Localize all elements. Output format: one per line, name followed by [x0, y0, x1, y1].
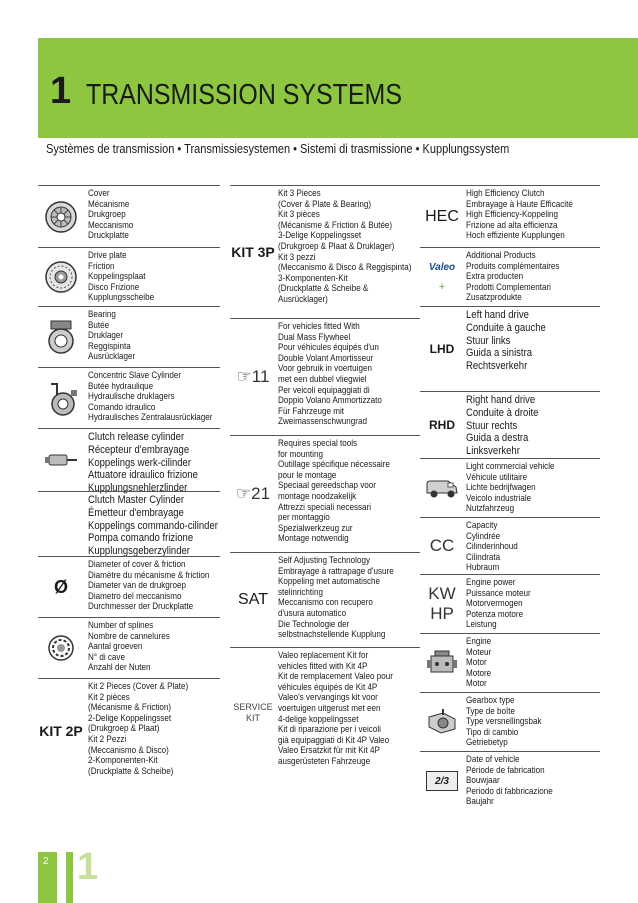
entry-text-line: Hydraulische druklagers: [88, 391, 175, 402]
entry-text-line: Drive plate: [88, 250, 127, 260]
entry-text-line: Motor: [466, 678, 487, 689]
entry-text-line: Drukgroep: [88, 209, 126, 220]
entry-text-line: Émetteur d'embrayage: [88, 506, 184, 519]
legend-entry-engine-power: [420, 574, 600, 632]
entry-text-line: Valeo's vervangings kit voor: [278, 692, 378, 703]
legend-entry-rhd: [420, 391, 600, 457]
entry-text-line: Koppelingsplaat: [88, 271, 146, 282]
entry-text-line: Diameter van de drukgroep: [88, 580, 186, 591]
entry-text-line: Capacity: [466, 520, 498, 530]
clutch-release-cylinder-icon: [38, 429, 84, 491]
lhd-code: LHD: [429, 342, 455, 356]
entry-text-line: Embrayage à Haute Efficacité: [466, 198, 573, 209]
entry-text-line: Zusatzprodukte: [466, 292, 522, 303]
entry-text-line: Potenza motore: [466, 608, 524, 619]
entry-text-line: Die Technologie der: [278, 618, 350, 629]
entry-text-line: Comando idraulico: [88, 401, 156, 412]
entry-text-line: Durchmesser der Druckplatte: [88, 601, 194, 612]
entry-text-line: Kit 3 pièces: [278, 209, 320, 220]
entry-text-line: Additional Products: [466, 250, 536, 260]
entry-text-line: 2-Komponenten-Kit: [88, 755, 158, 766]
entry-text-line: Friction: [88, 260, 115, 271]
legend-entry-diameter: [38, 556, 220, 616]
entry-text-line: Dual Mass Flywheel: [278, 331, 351, 342]
entry-text-line: Motorvermogen: [466, 598, 523, 609]
entry-text-line: Leistung: [466, 619, 497, 630]
footer-bar-accent: [66, 852, 73, 903]
entry-text-line: Conduite à gauche: [466, 321, 546, 334]
hec-code: HEC: [425, 207, 459, 225]
note-11-code: ☞11: [236, 367, 270, 386]
entry-text-line: Stuur rechts: [466, 419, 518, 432]
plus-icon: +: [438, 280, 446, 293]
entry-text-line: Baujahr: [466, 796, 494, 807]
kw-hp-code: KW HP: [428, 584, 456, 623]
entry-text-line: (Cover & Plate & Bearing): [278, 198, 372, 209]
entry-text-line: Hydraulisches Zentralausrücklager: [88, 412, 213, 423]
entry-text-line: Speciaal gereedschap voor: [278, 480, 376, 491]
entry-text-line: Koppeling met automatische: [278, 576, 381, 587]
entry-text-line: Valeo Ersatzkit für mit Kit 4P: [278, 745, 380, 756]
kit-2p-code: KIT 2P: [39, 723, 83, 739]
legend-entry-sat: [230, 552, 420, 646]
cover-icon: [38, 186, 84, 247]
cc-code: CC: [429, 536, 455, 555]
entry-text-line: Per veicoli equipaggiati di: [278, 384, 370, 395]
legend-entry-special-tools: [230, 435, 420, 551]
entry-text-line: Kupplungsgeberzylinder: [88, 545, 190, 558]
splines-icon: [38, 618, 84, 678]
entry-text-line: 4-delige koppelingsset: [278, 713, 359, 724]
entry-text-line: Cover: [88, 188, 110, 198]
entry-text-line: Type de boîte: [466, 705, 516, 716]
entry-text-line: Veicolo industriale: [466, 492, 532, 503]
entry-text-line: pour le montage: [278, 469, 337, 480]
entry-text-line: Koppelings commando-cilinder: [88, 519, 218, 532]
entry-text-line: Periodo di fabbricazione: [466, 785, 553, 796]
entry-text-line: Spezialwerkzeug zur: [278, 522, 353, 533]
light-commercial-vehicle-icon: [420, 459, 464, 517]
entry-text-line: Embrayage à rattrapage d'usure: [278, 565, 394, 576]
entry-text-line: Disco Frizione: [88, 281, 140, 292]
legend-entry-clutch-release-cylinder: [38, 428, 220, 495]
entry-text-line: Ausrücklager): [278, 293, 328, 304]
entry-text-line: Requires special tools: [278, 438, 358, 448]
entry-text-line: Kit di riparazione per i veicoli: [278, 724, 381, 735]
entry-text-line: già equipaggiati di Kit 4P Valeo: [278, 734, 390, 745]
entry-text-line: Aantal groeven: [88, 641, 143, 652]
entry-text-line: Druckplatte: [88, 230, 129, 241]
entry-text-line: Butée hydraulique: [88, 380, 154, 391]
entry-text-line: Anzahl der Nuten: [88, 662, 151, 673]
sat-code: SAT: [238, 591, 268, 608]
valeo-logo: Valeo: [428, 261, 456, 273]
entry-text-line: Hoch effiziente Kupplungen: [466, 230, 565, 241]
legend-entry-additional-products: [420, 247, 600, 305]
entry-text-line: Récepteur d'embrayage: [88, 443, 190, 456]
footer-chapter-number: 1: [77, 846, 99, 888]
entry-text-line: For vehicles fitted With: [278, 321, 360, 331]
entry-text-line: vehicles fitted with Kit 4P: [278, 660, 368, 671]
entry-text-line: Date of vehicle: [466, 754, 520, 764]
entry-text-line: Bearing: [88, 309, 116, 319]
entry-text-line: Clutch Master Cylinder: [88, 494, 185, 506]
entry-text-line: Reggispinta: [88, 340, 131, 351]
entry-text-line: Diameter of cover & friction: [88, 559, 186, 569]
entry-text-line: Kupplungsscheibe: [88, 292, 155, 303]
entry-text-line: Nutzfahrzeug: [466, 503, 515, 514]
page-subtitle: Systèmes de transmission • Transmissiesystemen • Sistemi di trasmissione • Kupplungssystem: [46, 142, 510, 156]
entry-text-line: Kit 3 Pieces: [278, 188, 321, 198]
legend-entry-capacity: [420, 517, 600, 573]
entry-text-line: Valeo replacement Kit for: [278, 650, 369, 660]
entry-text-line: Prodotti Complementari: [466, 281, 551, 292]
legend-entry-lhd: [420, 306, 600, 390]
entry-text-line: Produits complémentaires: [466, 260, 560, 271]
engine-icon: [420, 634, 464, 692]
legend-entry-clutch-master-cylinder: [38, 491, 220, 558]
entry-text-line: Guida a sinistra: [466, 347, 533, 360]
entry-text-line: Cylindrée: [466, 530, 501, 541]
entry-text-line: Cilindrata: [466, 551, 501, 562]
entry-text-line: Linksverkehr: [466, 445, 520, 458]
entry-text-line: Guida a destra: [466, 432, 529, 445]
entry-text-line: (Meccanismo & Disco): [88, 744, 169, 755]
entry-text-line: Voor gebruik in voertuigen: [278, 363, 372, 374]
legend-entry-drive-plate: [38, 247, 220, 305]
entry-text-line: per montaggio: [278, 512, 330, 523]
entry-text-line: Extra producten: [466, 271, 524, 282]
diameter-symbol: Ø: [53, 576, 68, 597]
entry-text-line: Concentric Slave Cylinder: [88, 370, 182, 380]
entry-text-line: Doppio Volano Ammortizzato: [278, 395, 382, 406]
entry-text-line: Druklager: [88, 330, 124, 341]
legend-entry-engine: [420, 633, 600, 691]
valeo-plus-logo: [420, 248, 464, 306]
entry-text-line: Kit 2 Pieces (Cover & Plate): [88, 681, 189, 691]
concentric-slave-cylinder-icon: [38, 368, 84, 428]
entry-text-line: (Druckplatte & Scheibe &: [278, 283, 369, 294]
entry-text-line: Attrezzi speciali necessari: [278, 501, 372, 512]
entry-text-line: Bouwjaar: [466, 775, 500, 786]
entry-text-line: ausgerüsteten Fahrzeuge: [278, 755, 371, 766]
entry-text-line: Meccanismo: [88, 219, 134, 230]
note-21-code: ☞21: [235, 484, 271, 503]
entry-text-line: High Efficiency-Koppeling: [466, 209, 558, 220]
entry-text-line: Motore: [466, 667, 492, 678]
entry-text-line: Moteur: [466, 646, 492, 657]
entry-text-line: Diamètre du mécanisme & friction: [88, 569, 210, 580]
entry-text-line: Outillage spécifique nécessaire: [278, 459, 390, 470]
legend-entry-gearbox: [420, 692, 600, 750]
entry-text-line: voertuigen uitgerust met een: [278, 702, 381, 713]
legend-entry-concentric-slave-cylinder: [38, 367, 220, 427]
entry-text-line: Kit de remplacement Valeo pour: [278, 671, 393, 682]
calendar-icon-text: 2/3: [435, 775, 449, 787]
entry-text-line: N° di cave: [88, 651, 125, 662]
entry-text-line: Getriebetyp: [466, 737, 508, 748]
entry-text-line: Hubraum: [466, 562, 500, 573]
entry-text-line: Motor: [466, 657, 487, 668]
entry-text-line: Nombre de cannelures: [88, 630, 170, 641]
entry-text-line: Attuatore idraulico frizione: [88, 469, 198, 482]
calendar-icon: [420, 752, 464, 810]
legend-entry-kit-3p: [230, 185, 420, 317]
entry-text-line: Engine power: [466, 577, 516, 587]
entry-text-line: 3-Delige Koppelingsset: [278, 230, 362, 241]
entry-text-line: montage noodzakelijk: [278, 490, 357, 501]
entry-text-line: véhicules équipés de Kit 4P: [278, 681, 378, 692]
entry-text-line: (Meccanismo & Disco & Reggispinta): [278, 262, 412, 273]
entry-text-line: Véhicule utilitaire: [466, 471, 528, 482]
entry-text-line: Conduite à droite: [466, 406, 539, 419]
entry-text-line: (Drukgroep & Plaat): [88, 723, 160, 734]
entry-text-line: Self Adjusting Technology: [278, 555, 371, 565]
gearbox-icon: [420, 693, 464, 751]
entry-text-line: met een dubbel vliegwiel: [278, 373, 367, 384]
bearing-icon: [38, 307, 84, 367]
legend-entry-light-commercial-vehicle: [420, 458, 600, 516]
legend-entry-dual-mass-flywheel: [230, 318, 420, 434]
entry-text-line: stelinrichting: [278, 586, 323, 597]
legend-entry-bearing: [38, 306, 220, 366]
entry-text-line: Lichte bedrijfwagen: [466, 482, 536, 493]
entry-text-line: Meccanismo con recupero: [278, 597, 373, 608]
entry-text-line: Ausrücklager: [88, 351, 136, 362]
entry-text-line: Kupplungsnehlerzlinder: [88, 482, 188, 495]
legend-entry-kit-2p: [38, 678, 220, 782]
entry-text-line: Engine: [466, 636, 492, 646]
entry-text-line: Pompa comando frizione: [88, 532, 194, 545]
entry-text-line: Kit 2 pièces: [88, 691, 130, 702]
entry-text-line: Left hand drive: [466, 309, 529, 321]
legend-entry-splines: [38, 617, 220, 677]
entry-text-line: Kit 2 Pezzi: [88, 733, 127, 744]
entry-text-line: Puissance moteur: [466, 587, 531, 598]
entry-text-line: d'usura automatico: [278, 607, 347, 618]
entry-text-line: 2-Delige Koppelingsset: [88, 712, 172, 723]
rhd-code: RHD: [429, 418, 455, 432]
service-kit-code: SERVICE KIT: [233, 702, 273, 723]
entry-text-line: Rechtsverkehr: [466, 360, 528, 373]
entry-text-line: Période de fabrication: [466, 764, 545, 775]
legend-entry-vehicle-date: [420, 751, 600, 809]
entry-text-line: Double Volant Amortisseur: [278, 352, 374, 363]
entry-text-line: Clutch release cylinder: [88, 431, 185, 443]
legend-entry-service-kit: [230, 647, 420, 777]
entry-text-line: Gearbox type: [466, 695, 515, 705]
entry-text-line: Number of splines: [88, 620, 154, 630]
entry-text-line: Cilinderinhoud: [466, 541, 518, 552]
entry-text-line: Koppelings werk-cilinder: [88, 456, 191, 469]
entry-text-line: Kit 3 pezzi: [278, 251, 316, 262]
entry-text-line: Light commercial vehicle: [466, 461, 555, 471]
entry-text-line: 3-Komponenten-Kit: [278, 272, 348, 283]
entry-text-line: Butée: [88, 319, 110, 330]
kit-3p-code: KIT 3P: [231, 244, 275, 260]
page-number: 2: [43, 856, 49, 867]
entry-text-line: for mounting: [278, 448, 323, 459]
entry-text-line: Mécanisme: [88, 198, 130, 209]
entry-text-line: (Mécanisme & Friction & Butée): [278, 219, 393, 230]
entry-text-line: Tipo di cambio: [466, 726, 519, 737]
entry-text-line: Montage notwendig: [278, 533, 349, 544]
legend-entry-cover: [38, 185, 220, 246]
entry-text-line: (Drukgroep & Plaat & Druklager): [278, 240, 395, 251]
clutch-master-cylinder-icon: [38, 492, 84, 556]
entry-text-line: (Mécanisme & Friction): [88, 702, 172, 713]
page-title: TRANSMISSION SYSTEMS: [86, 79, 402, 111]
entry-text-line: High Efficiency Clutch: [466, 188, 545, 198]
drive-plate-icon: [38, 248, 84, 306]
entry-text-line: Für Fahrzeuge mit: [278, 405, 345, 416]
legend-entry-hec: [420, 185, 600, 246]
entry-text-line: (Druckplatte & Scheibe): [88, 765, 174, 776]
entry-text-line: Stuur links: [466, 334, 511, 347]
chapter-number: 1: [50, 70, 72, 112]
entry-text-line: Right hand drive: [466, 394, 536, 406]
entry-text-line: Zweimassenschwungrad: [278, 416, 367, 427]
entry-text-line: Pour véhicules équipés d'un: [278, 342, 379, 353]
entry-text-line: Frizione ad alta efficienza: [466, 219, 558, 230]
entry-text-line: Type versnellingsbak: [466, 716, 542, 727]
entry-text-line: selbstnachstellende Kupplung: [278, 629, 386, 640]
entry-text-line: Diametro del meccanismo: [88, 590, 182, 601]
